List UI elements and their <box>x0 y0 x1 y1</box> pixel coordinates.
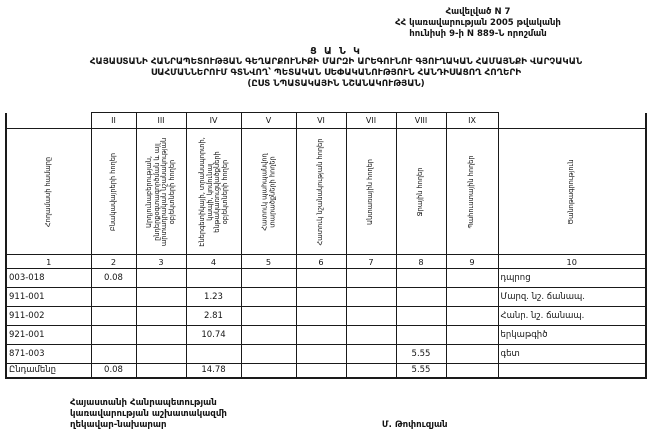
roman-numeral: III <box>136 113 186 129</box>
column-number: 4 <box>186 255 241 269</box>
column-header: Պահուստային հողեր <box>446 129 498 255</box>
column-header: Ջրային հողեր <box>396 129 446 255</box>
title-line: ՀԱՅԱՍՏԱՆԻ ՀԱՆՐԱՊԵՏՈՒԹՅԱՆ ԳԵՂԱՐՔՈՒՆԻՔԻ ՄԱՐԶԻ ԱՐԵԳՈՒՆՈՒ ԳՅՈՒՂԱԿԱՆ ՀԱՄԱՅՆՔԻ ՎԱՐՉԱԿԱՆ <box>89 57 583 67</box>
column-number: 3 <box>136 255 186 269</box>
roman-numeral: VI <box>296 113 346 129</box>
cell <box>346 326 396 345</box>
column-header: Անտառային հողեր <box>346 129 396 255</box>
total-remark <box>498 364 646 378</box>
title-line: ՍԱՀՄԱՆՆԵՐՈՒՄ ԳՏՆՎՈՂ՝ ՊԵՏԱԿԱՆ ՍԵՓԱԿԱՆՈՒԹՅՈՒՆ ՀԱՆԴԻՍԱՑՈՂ ՀՈՂԵՐԻ <box>150 68 522 78</box>
column-header: Հատուկ պահպանվող տարածքների հողեր <box>241 129 296 255</box>
cell <box>446 307 498 326</box>
column-header: Էներգետիկայի, տրանսպորտի, կապի, կոմունալ ենթակառուցվածքների օբյեկտների հողեր <box>186 129 241 255</box>
roman-numeral: VII <box>346 113 396 129</box>
strip-spacer-left <box>6 113 91 129</box>
signature-block <box>0 398 672 431</box>
total-label: Ընդամենը <box>6 364 91 378</box>
plot-number: 871-003 <box>6 345 91 364</box>
cell: 2.81 <box>186 307 241 326</box>
cell <box>241 307 296 326</box>
total-cell: 5.55 <box>396 364 446 378</box>
table-row <box>6 326 646 345</box>
cell <box>446 326 498 345</box>
total-row <box>6 364 646 378</box>
cell: 0.08 <box>91 269 136 288</box>
annotation-line: Հավելված N 7 <box>445 7 511 17</box>
cell <box>241 269 296 288</box>
cell: 1.23 <box>186 288 241 307</box>
cell <box>296 269 346 288</box>
table-row <box>6 288 646 307</box>
cell <box>91 288 136 307</box>
cell <box>396 269 446 288</box>
cell <box>346 345 396 364</box>
cell <box>396 307 446 326</box>
column-number: 10 <box>498 255 646 269</box>
roman-numeral: VIII <box>396 113 446 129</box>
column-number-row <box>6 255 646 269</box>
cell <box>296 345 346 364</box>
cell <box>296 307 346 326</box>
table-row <box>6 307 646 326</box>
roman-numeral: IX <box>446 113 498 129</box>
cell <box>186 345 241 364</box>
cell <box>446 269 498 288</box>
cell <box>91 307 136 326</box>
cell <box>241 326 296 345</box>
plot-number: 911-002 <box>6 307 91 326</box>
cell <box>446 345 498 364</box>
cell <box>91 326 136 345</box>
annotation-line: ՀՀ կառավարության 2005 թվականի <box>395 18 561 28</box>
strip-spacer-right <box>498 113 646 129</box>
column-header: Արդյունաբերության, ընդերքօգտագործման և այլ արտադրական նշանակության օբյեկտների հողեր <box>136 129 186 255</box>
table-row <box>6 269 646 288</box>
cell <box>396 326 446 345</box>
cell <box>136 269 186 288</box>
cell <box>136 326 186 345</box>
cell <box>346 288 396 307</box>
column-header: Բնակավայրերի հողեր <box>91 129 136 255</box>
column-header-row <box>6 129 646 255</box>
total-cell <box>446 364 498 378</box>
title-line: (ԸՍՏ ՆՊԱՏԱԿԱՅԻՆ ՆՇԱՆԱԿՈՒԹՅԱՆ) <box>247 79 425 89</box>
signatory-name: Մ. Թոփուզյան <box>381 420 448 430</box>
column-number: 9 <box>446 255 498 269</box>
cell <box>396 288 446 307</box>
signatory-title <box>70 398 227 431</box>
signatory-line: Հայաստանի Հանրապետության <box>70 398 217 408</box>
total-cell: 0.08 <box>91 364 136 378</box>
column-number: 2 <box>91 255 136 269</box>
cell <box>296 288 346 307</box>
cell <box>91 345 136 364</box>
remark: Հանր. նշ. ճանապ. <box>498 307 646 326</box>
cell <box>241 288 296 307</box>
cell <box>346 307 396 326</box>
column-header: Ծանոթագրություն <box>498 129 646 255</box>
column-number: 1 <box>6 255 91 269</box>
total-cell: 14.78 <box>186 364 241 378</box>
total-cell <box>241 364 296 378</box>
column-header: Հողամասի համարը <box>6 129 91 255</box>
cell <box>136 307 186 326</box>
cell <box>446 288 498 307</box>
roman-numeral-row <box>6 113 646 129</box>
signatory-line: կառավարության աշխատակազմի <box>70 409 227 419</box>
total-cell <box>296 364 346 378</box>
cell <box>136 288 186 307</box>
plot-number: 003-018 <box>6 269 91 288</box>
cell <box>346 269 396 288</box>
cell <box>241 345 296 364</box>
column-number: 6 <box>296 255 346 269</box>
cell: 10.74 <box>186 326 241 345</box>
plot-number: 911-001 <box>6 288 91 307</box>
roman-numeral: V <box>241 113 296 129</box>
remark: երկաթգիծ <box>498 326 646 345</box>
plot-number: 921-001 <box>6 326 91 345</box>
cell <box>136 345 186 364</box>
column-number: 5 <box>241 255 296 269</box>
column-number: 7 <box>346 255 396 269</box>
document-title <box>0 46 672 90</box>
column-header: Հատուկ նշանակության հողեր <box>296 129 346 255</box>
remark: գետ <box>498 345 646 364</box>
table-row <box>6 345 646 364</box>
state-lands-table <box>5 112 647 379</box>
roman-numeral: IV <box>186 113 241 129</box>
signatory-line: ղեկավար-նախարար <box>70 420 167 430</box>
remark: Մարզ. նշ. ճանապ. <box>498 288 646 307</box>
cell <box>296 326 346 345</box>
roman-numeral: II <box>91 113 136 129</box>
cell <box>186 269 241 288</box>
cell: 5.55 <box>396 345 446 364</box>
remark: դպրոց <box>498 269 646 288</box>
title-heading: Ց Ա Ն Կ <box>310 46 362 57</box>
total-cell <box>136 364 186 378</box>
annotation-line: հունիսի 9-ի N 889-Ն որոշման <box>409 29 547 39</box>
annex-annotation <box>298 7 658 40</box>
column-number: 8 <box>396 255 446 269</box>
total-cell <box>346 364 396 378</box>
